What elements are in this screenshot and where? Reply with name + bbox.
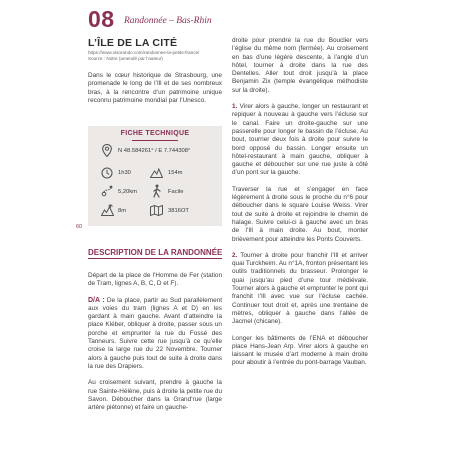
source-url[interactable]: https://www.visorando.com/randonnee-la-petite-france/: [88, 50, 200, 55]
step-2-text: Tourner à droite pour franchir l’Ill et arriver quai Turckheim. Au n°1A, fronton présentant les outils traditionnels du brasseur. Prolonger le quai jusqu’au pied d’une tour médiévale. Tourner alors à gauche et emprunter le pont qui franchit l’Ill avec vue sur l’écluse cachée. Continuer tout droit et, après une trentaine de mètres, obliquer à gauche dans l’allée de Jacmel (chicane).: [232, 251, 368, 326]
fiche-difficulty: Facile: [168, 189, 184, 195]
fiche-duration: 1h30: [118, 170, 131, 176]
fiche-divider: [132, 140, 178, 141]
description-column-2: [232, 37, 368, 376]
da-paragraph: [88, 297, 222, 372]
chapter-number: 08: [88, 6, 115, 32]
da-label: D/A :: [88, 296, 105, 304]
description-column-1: [88, 272, 222, 420]
step-1-paragraph: [232, 103, 368, 178]
distance-icon: [101, 185, 114, 197]
map-icon: [150, 205, 163, 216]
hiker-icon: [152, 184, 162, 198]
ascent-icon: [101, 204, 114, 216]
description-divider: [88, 258, 222, 259]
fiche-distance: 5,20km: [118, 189, 138, 195]
da-text: De la place, partir au Sud parallèlement aux voies du tram (lignes A et D) en les gardant à main gauche. Avant d’atteindre la place Kléber, obliquer à droite, passer sous un porche et emprunter la rue du Fossé des Tanneurs. Suivre cette rue jusqu’à ce qu’elle croise la large rue du 22 Novembre. Tourner alors à gauche puis tout de suite à droite dans la rue des Drapiers.: [88, 296, 222, 370]
intro-paragraph: Dans le cœur historique de Strasbourg, une promenade le long de l’Ill et de ses nombreux bras, à la rencontre d’un patrimoine unique reconnu patrimoine mondial par l’Unesco.: [88, 72, 222, 104]
route-paragraph: Au croisement suivant, prendre à gauche la rue Sainte-Hélène, puis à droite la petite rue du Savon. Déboucher dans la Grand’rue (large artère piétonne) et faire un gauche-: [88, 379, 222, 412]
region-heading: Randonnée – Bas-Rhin: [124, 16, 212, 26]
route-paragraph: droite pour prendre la rue du Bouclier vers l’église du même nom (fermée). Au croisement en bas d’une légère descente, à l’angle d’un hôtel, tourner à droite dans la rue des Dentelles. Aller tout droit jusqu’à la place Benjamin Zix (temple évangélique méthodiste sur la droite).: [232, 37, 368, 94]
description-title: DESCRIPTION DE LA RANDONNÉE: [88, 248, 223, 257]
route-paragraph: Longer les bâtiments de l’ENA et déboucher place Hans-Jean Arp. Virer alors à gauche en laissant le musée d’art moderne à main droite pour aboutir à l’entrée du pont-barrage Vauban.: [232, 334, 368, 367]
step-1-number: 1.: [232, 103, 238, 111]
step-1-text: Virer alors à gauche, longer un restaurant et repiquer à nouveau à gauche vers l’écluse sur le canal. Faire un droite-gauche sur une passerelle pour longer le bassin de l’écluse. Au bout, tourner deux fois à droite pour suivre le bord opposé du bassin. Longer ensuite un hôtel-restaurant à main gauche, obliquer à gauche et déboucher sur une rue juste à côté d’un pont sur la gauche.: [232, 103, 368, 177]
start-paragraph: Départ de la place de l’Homme de Fer (station de Tram, lignes A, B, C, D et F).: [88, 272, 222, 288]
fiche-coordinates: N 48.584261° / E 7.744308°: [118, 148, 191, 154]
location-pin-icon: [102, 144, 112, 157]
mountain-icon: [150, 168, 163, 178]
fiche-title: FICHE TECHNIQUE: [120, 130, 190, 137]
fiche-denivele: 8m: [118, 208, 127, 214]
step-2-number: 2.: [232, 251, 238, 259]
fiche-technique-box: [88, 126, 222, 226]
fiche-elevation: 154m: [168, 170, 183, 176]
hike-title: L’ÎLE DE LA CITÉ: [88, 37, 178, 49]
route-paragraph: Traverser la rue et s’engager en face légèrement à droite sous le proche du n°6 pour déboucher dans le square Louise Weiss. Virer tout de suite à droite et rejoindre le chemin de halage. Suivre celui-ci à gauche avec un bras de l’Ill à main droite. Au bout, monter brièvement pour atteindre les Ponts Couverts.: [232, 185, 368, 243]
step-2-paragraph: [232, 252, 368, 327]
clock-icon: [101, 167, 113, 179]
source-credit: Source : Notre (amendé par l’auteur): [88, 56, 163, 61]
fiche-map-ref: 3816OT: [168, 208, 189, 214]
page-number: 60: [76, 224, 83, 230]
